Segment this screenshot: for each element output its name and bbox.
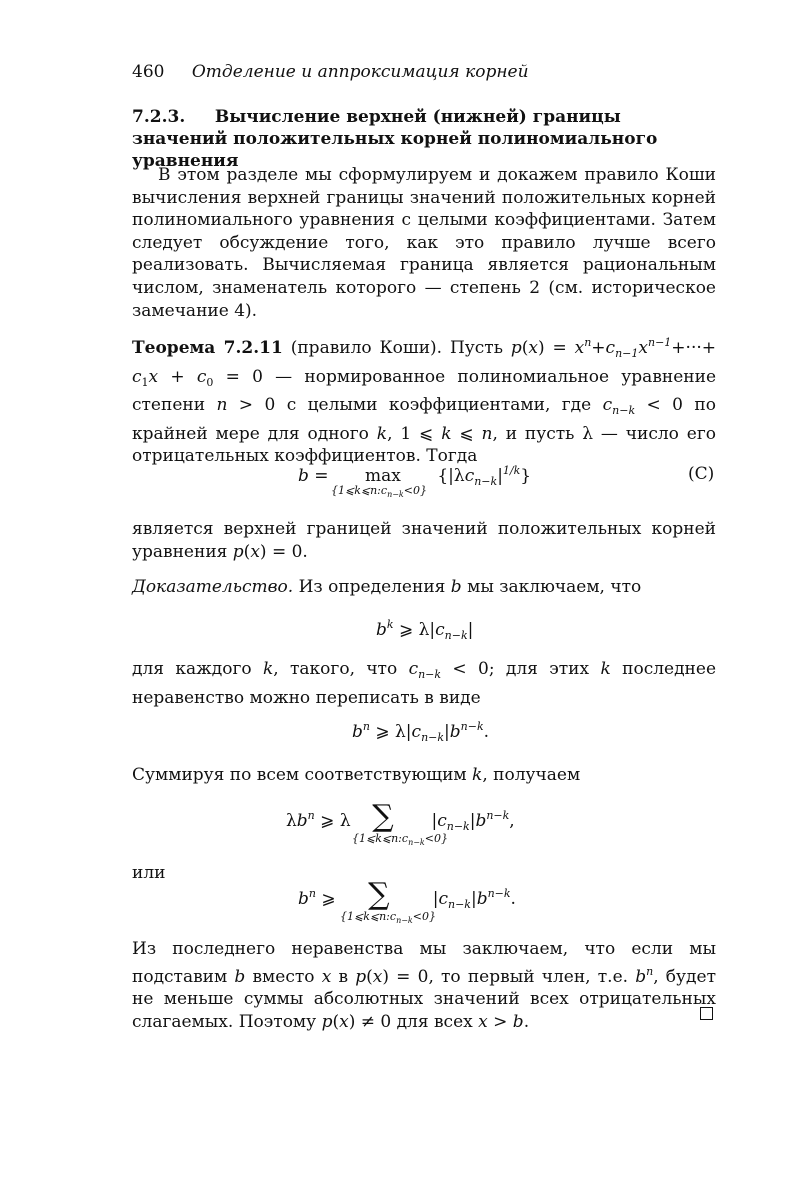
max-subscript: $\{1⩽k⩽n:c_{n-k}<0\}$ xyxy=(331,484,427,500)
theorem-label: Теорема 7.2.11 xyxy=(132,338,283,358)
equation-label: (C) xyxy=(688,464,715,484)
proof-text: в xyxy=(338,966,349,987)
section-title: Вычисление верхней (нижней) границы значений положительных корней полиномиального уравнения xyxy=(132,107,658,171)
cauchy-formula: $b = \max \{|\lambda c_{n-k}|^{1/k}\}$ xyxy=(298,464,532,488)
proof-text: последнее неравенство можно переписать в виде xyxy=(132,659,717,708)
page-number: 460 xyxy=(132,62,165,82)
proof-text: , то первый член, т.е. xyxy=(428,966,629,987)
theorem-conclusion: является верхней границей значений положительных корней уравнения p(x) = 0. xyxy=(132,519,716,562)
or-word: или xyxy=(132,863,166,883)
sum-subscript-1: $\{1⩽k⩽n:c_{n-k}<0\}$ xyxy=(352,832,448,848)
proof-paragraph-3: Суммируя по всем соответствующим k, получаем xyxy=(132,765,581,785)
proof-final-paragraph: Из последнего неравенства мы заключаем, что если мы подставим b вместо x в p(x) = 0, то первый член, т.е. $b^n$, будет не меньше суммы абсолютных значений всех отрицательных слагаемых. Поэтому p(x) ≠ 0 для всех x > b. xyxy=(132,939,716,1032)
inequality-1: $b^k$ ⩾ $\lambda|c_{n-k}|$ xyxy=(376,618,474,642)
sum-subscript-2: $\{1⩽k⩽n:c_{n-k}<0\}$ xyxy=(340,910,436,926)
proof-text: , получаем xyxy=(482,765,581,785)
proof-paragraph-2: для каждого k, такого, что $c_{n-k} < 0$; для этих k последнее неравенство можно переписать в виде xyxy=(132,659,717,708)
proof-text: , будет не меньше суммы абсолютных значений всех отрицательных слагаемых. Поэтому xyxy=(132,966,716,1032)
proof-text: вместо xyxy=(252,966,315,987)
inequality-2: $b^n$ ⩾ $\lambda|c_{n-k}|b^{n-k}$. xyxy=(352,720,490,744)
theorem-text: по крайней мере для одного xyxy=(132,395,716,444)
theorem-text: — нормированное полиномиальное уравнение степени xyxy=(132,366,717,416)
proof-start: Доказательство. Из определения b мы заключаем, что xyxy=(132,577,642,597)
theorem-paragraph: Теорема 7.2.11 (правило Коши). Пусть $p(x) = x^n+c_{n-1}x^{n-1}+\cdot\cdot\cdot+ c_1x + c_0 = 0$ — нормированное полиномиальное уравнение степени n > 0 с целыми коэффициентами, где $c_{n-k} < 0$ по крайней мере для одного k, 1 ⩽ k ⩽ n, и пусть λ — число его отрицательных коэффициентов. Тогда xyxy=(132,336,717,467)
proof-text: для каждого xyxy=(132,659,252,679)
intro-paragraph: В этом разделе мы сформулируем и докажем правило Коши вычисления верхней границы значений положительных корней полиномиального уравнения с целыми коэффициентами. Затем следует обсуждение того, как это правило лучше всего реализовать. Вычисляемая граница является рациональным числом, знаменатель которого — степень 2 (см. историческое замечание 4). xyxy=(132,165,716,321)
theorem-text: , и пусть λ — число его отрицательных коэффициентов. Тогда xyxy=(132,423,716,467)
sum-inequality-1: $\lambda b^n$ ⩾ λ ∑ $|c_{n-k}|b^{n-k}$, xyxy=(286,799,515,834)
proof-label: Доказательство. xyxy=(132,577,294,597)
section-heading xyxy=(132,106,714,172)
page-header xyxy=(132,62,529,82)
proof-text: , такого, что xyxy=(273,659,398,679)
proof-text: для всех xyxy=(396,1011,473,1032)
proof-text: ; для этих xyxy=(488,659,590,679)
proof-text: Из определения xyxy=(298,577,446,597)
sum-inequality-2: $b^n$ ⩾ ∑ $|c_{n-k}|b^{n-k}$. xyxy=(298,877,516,912)
proof-text: мы заключаем, что xyxy=(467,577,642,597)
running-title: Отделение и аппроксимация корней xyxy=(191,62,529,82)
qed-box xyxy=(700,1007,713,1020)
proof-text: Из последнего неравенства мы заключаем, что если мы подставим xyxy=(132,939,716,987)
theorem-text: является верхней границей значений положительных корней уравнения xyxy=(132,519,716,562)
proof-text: Суммируя по всем соответствующим xyxy=(132,765,467,785)
theorem-text: Пусть xyxy=(449,338,503,358)
theorem-name: (правило Коши). xyxy=(290,338,443,358)
theorem-text: с целыми коэффициентами, где xyxy=(286,395,592,416)
section-number: 7.2.3. xyxy=(132,107,186,127)
